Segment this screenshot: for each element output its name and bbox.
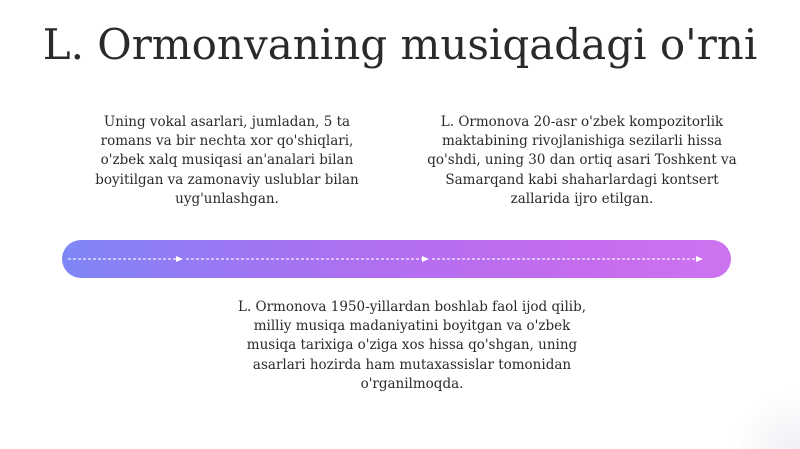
slide-title: L. Ormonvaning musiqadagi o'rni bbox=[42, 20, 758, 69]
text-block-bottom: L. Ormonova 1950-yillardan boshlab faol ijod qilib, milliy musiqa madaniyatini boyitgan va o'zbek musiqa tarixiga o'ziga xos hissa qo'shgan, uning asarlari hozirda ham mutaxassislar tomonidan o'rganilmoqda. bbox=[237, 299, 587, 392]
text-block-right: L. Ormonova 20-asr o'zbek kompozitorlik maktabining rivojlanishiga sezilarli hissa qo'shdi, uning 30 dan ortiq asari Toshkent va Samarqand kabi shaharlardagi kontsert zallarida ijro etilgan. bbox=[427, 114, 737, 207]
arrow-head-1-icon bbox=[176, 256, 183, 262]
timeline-arrows bbox=[62, 240, 731, 278]
corner-shadow bbox=[730, 389, 800, 449]
arrow-head-3-icon bbox=[696, 256, 703, 262]
timeline-bar bbox=[62, 240, 731, 278]
arrow-head-2-icon bbox=[422, 256, 429, 262]
text-block-left: Uning vokal asarlari, jumladan, 5 ta romans va bir nechta xor qo'shiqlari, o'zbek xalq musiqasi an'analari bilan boyitilgan va zamonaviy uslublar bilan uyg'unlashgan. bbox=[95, 114, 359, 207]
